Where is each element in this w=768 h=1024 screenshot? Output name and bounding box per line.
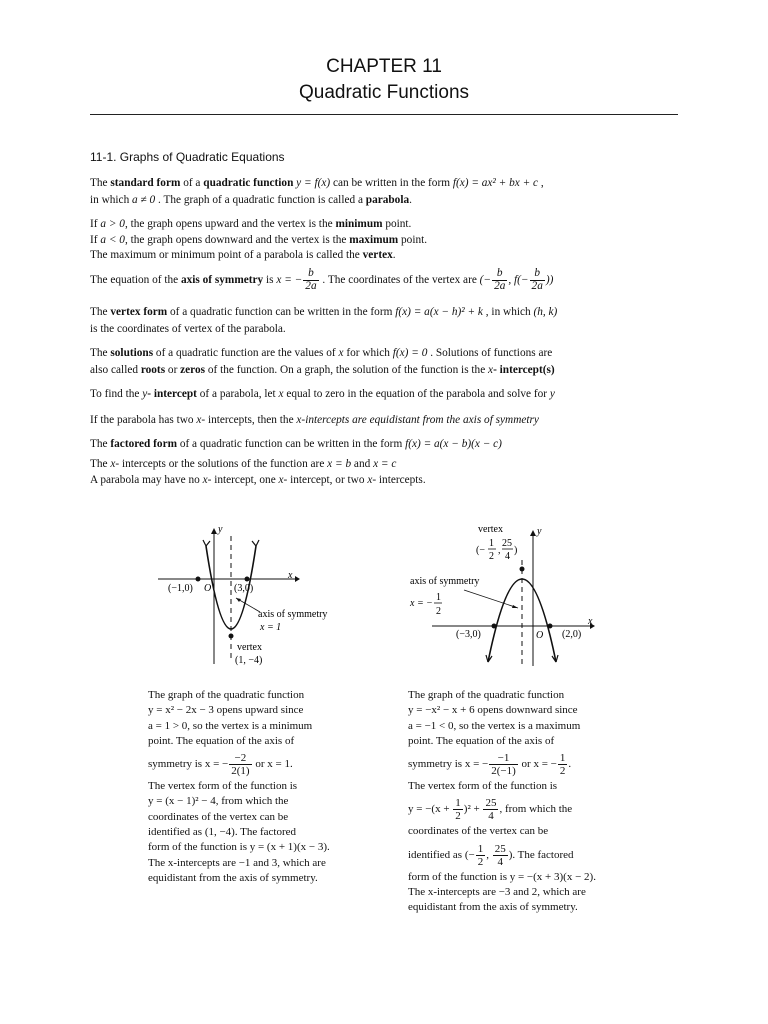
caption-line: equidistant from the axis of symmetry.: [408, 901, 578, 914]
vertex-open-paren: (−: [476, 545, 485, 556]
axis-pointer: [464, 590, 518, 608]
caption-line: The graph of the quadratic function: [408, 689, 565, 701]
parabola-line: in which a ≠ 0 . The graph of a quadratic function is called a parabola.: [90, 194, 412, 206]
caption-downward: [408, 688, 596, 916]
opens-downward-line: If a < 0, the graph opens downward and the vertex is the maximum point.: [90, 234, 428, 246]
factored-form-line: The factored form of a quadratic function can be written in the form f(x) = a(x − b)(x − c): [90, 438, 502, 450]
y-axis-label: y: [537, 526, 542, 537]
vertex-y-denominator: 4: [505, 551, 510, 562]
left-intercept-label: (−3,0): [456, 629, 481, 640]
x-intercept-point: [492, 624, 497, 629]
vertex-x-denominator: 2: [489, 551, 494, 562]
axis-of-symmetry-label: axis of symmetry: [258, 609, 328, 620]
caption-line: symmetry is x = − $\frac{-2}{2(1)}$ or x = 1.: [148, 752, 293, 778]
caption-line: identified as (− $\frac{1}{2}$ , $\frac{25}{4}$ ). The factored: [408, 842, 574, 868]
vertex-close-paren: ): [514, 545, 518, 556]
caption-line: point. The equation of the axis of: [408, 734, 555, 747]
axis-equation-label: x = 1: [260, 622, 282, 633]
axis-of-symmetry-label: axis of symmetry: [410, 576, 480, 587]
axis-numerator: 1: [436, 592, 441, 603]
vertex-form-line: The vertex form of a quadratic function can be written in the form f(x) = a(x − h)² + k , in which (h, k): [90, 306, 558, 318]
section-heading: 11-1. Graphs of Quadratic Equations: [90, 150, 285, 164]
x-axis-label: x: [288, 570, 293, 581]
vertex-x-numerator: 1: [489, 538, 494, 549]
caption-upward: [148, 688, 330, 886]
x-axis-label: x: [588, 616, 593, 627]
graph-upward-parabola: [150, 520, 360, 670]
solutions-line: The solutions of a quadratic function are the values of x for which f(x) = 0 . Solutions of functions are: [90, 347, 553, 359]
caption-line: y = −(x + $\frac{1}{2}$ )² + $\frac{25}{4}$ , from which the: [408, 797, 573, 823]
x-intercept-point: [196, 577, 201, 582]
x-intercept-point: [245, 577, 250, 582]
origin-label: O: [204, 583, 212, 594]
caption-line: coordinates of the vertex can be: [408, 825, 549, 838]
x-intercept-point: [548, 624, 553, 629]
standard-form-line: The standard form of a quadratic function y = f(x) can be written in the form f(x) = ax² + bx + c ,: [90, 177, 544, 189]
chapter-title: Quadratic Functions: [298, 82, 470, 103]
x-intercepts-solutions-line: The x- intercepts or the solutions of the function are x = b and x = c: [90, 458, 397, 470]
caption-line: form of the function is y = (x + 1)(x − 3).: [148, 841, 330, 854]
right-intercept-label: (2,0): [562, 629, 582, 640]
left-intercept-label: (−1,0): [168, 583, 193, 594]
caption-line: symmetry is x = − $\frac{-1}{2(-1)}$ or x = − $\frac{1}{2}$ .: [408, 752, 572, 778]
svg-text:,: ,: [498, 545, 501, 556]
caption-line: The x-intercepts are −1 and 3, which are: [148, 856, 326, 869]
caption-line: The x-intercepts are −3 and 2, which are: [408, 886, 586, 899]
vertex-point-label: (1, −4): [235, 655, 263, 666]
vertex-coordinates-line: is the coordinates of vertex of the parabola.: [90, 323, 286, 335]
y-intercept-line: To find the y- intercept of a parabola, let x equal to zero in the equation of the parabola and solve for y: [90, 388, 555, 400]
caption-line: point. The equation of the axis of: [148, 734, 295, 747]
caption-line: y = x² − 2x − 3 opens upward since: [148, 704, 304, 717]
axis-denominator: 2: [436, 606, 441, 617]
vertex-point: [520, 567, 525, 572]
right-intercept-label: (3,0): [234, 583, 254, 594]
vertex-y-numerator: 25: [502, 538, 512, 549]
caption-line: The vertex form of the function is: [148, 780, 298, 793]
axis-of-symmetry-line: The equation of the axis of symmetry is x = − $\frac{b}{2a}$ . The coordinates of the vertex are (− $\frac{b}{2a}$ , f(− $\frac{b}{2a}$ )): [90, 267, 554, 292]
graph-downward-parabola: [402, 520, 612, 670]
vertex-definition-line: The maximum or minimum point of a parabola is called the vertex.: [90, 249, 396, 261]
caption-line: The vertex form of the function is: [408, 780, 558, 793]
header-rule: [90, 114, 678, 115]
caption-line: identified as (1, −4). The factored: [148, 826, 297, 839]
vertex-point: [229, 634, 234, 639]
caption-line: equidistant from the axis of symmetry.: [148, 871, 318, 884]
y-axis-label: y: [218, 524, 223, 535]
caption-line: The graph of the quadratic function: [148, 689, 305, 701]
chapter-number: CHAPTER 11: [326, 56, 442, 77]
equidistant-line: If the parabola has two x- intercepts, then the x-intercepts are equidistant from the axis of symmetry: [90, 414, 539, 426]
caption-line: a = 1 > 0, so the vertex is a minimum: [148, 719, 313, 732]
caption-line: coordinates of the vertex can be: [148, 810, 289, 823]
origin-label: O: [536, 630, 544, 641]
roots-zeros-line: also called roots or zeros of the function. On a graph, the solution of the function is the x- intercept(s): [90, 364, 555, 376]
vertex-label: vertex: [478, 524, 503, 535]
opens-upward-line: If a > 0, the graph opens upward and the vertex is the minimum point.: [90, 218, 412, 230]
caption-line: form of the function is y = −(x + 3)(x − 2).: [408, 870, 596, 883]
caption-line: y = −x² − x + 6 opens downward since: [408, 704, 578, 717]
caption-line: y = (x − 1)² − 4, from which the: [148, 795, 289, 808]
intercept-count-line: A parabola may have no x- intercept, one x- intercept, or two x- intercepts.: [90, 474, 426, 486]
axis-equation-label: x = −: [410, 598, 433, 609]
vertex-label: vertex: [237, 642, 262, 653]
caption-line: a = −1 < 0, so the vertex is a maximum: [408, 719, 581, 732]
